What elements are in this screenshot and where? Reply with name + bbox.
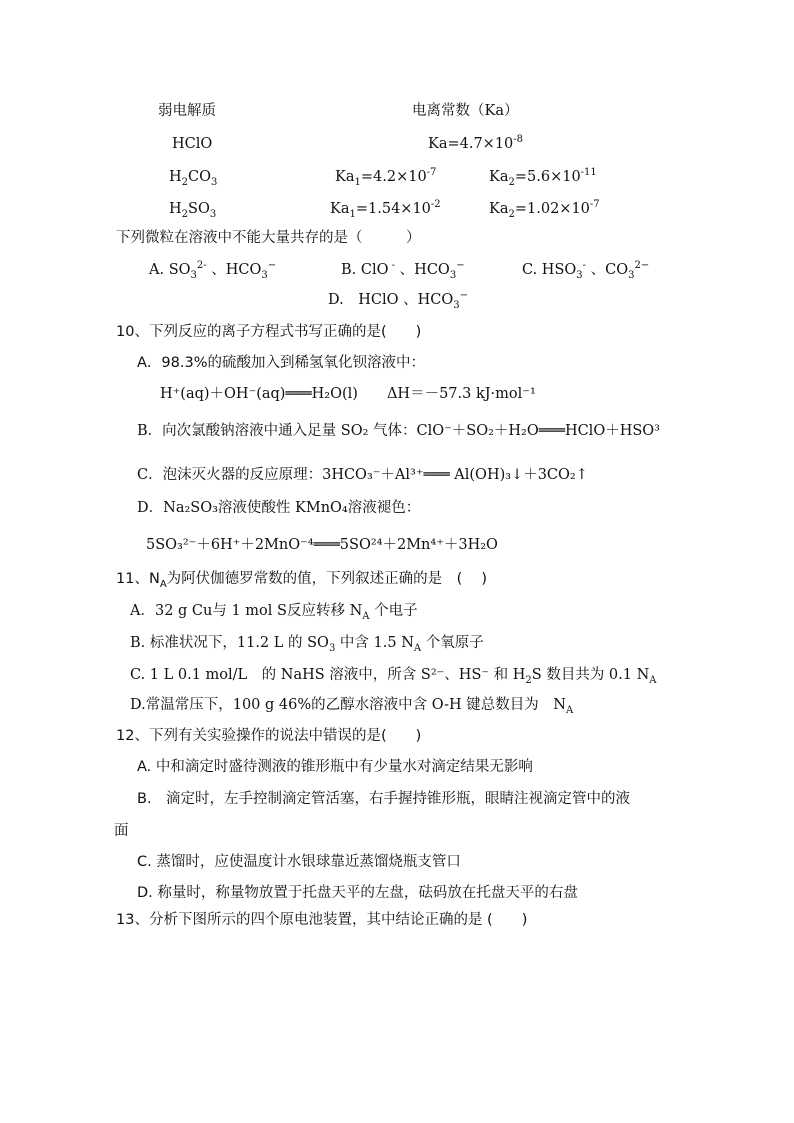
q9-option-a: A. $SO_3^{2-}$ 、$HCO_3^-$ xyxy=(149,260,277,281)
acid-hclo: HClO xyxy=(172,136,213,152)
q10-option-c: C．泡沫灭火器的反应原理：3HCO₃⁻＋Al³⁺═══ Al(OH)₃↓＋3CO₂↑ xyxy=(137,467,588,483)
q10-option-a-label: A．98.3%的硫酸加入到稀氢氧化钡溶液中： xyxy=(137,355,425,371)
q12-stem: 12、下列有关实验操作的说法中错误的是( ) xyxy=(116,728,422,744)
q10-option-d-label: D．Na₂SO₃溶液使酸性 KMnO₄溶液褪色： xyxy=(137,500,421,516)
ka2-h2co3: $Ka_2=5.6\times 10^{-11}$ xyxy=(489,167,597,188)
q13-stem: 13、分析下图所示的四个原电池装置，其中结论正确的是 ( ) xyxy=(116,912,528,928)
q10-option-d-equation: 5SO₃²⁻＋6H⁺＋2MnO⁻⁴═══5SO²⁴＋2Mn⁴⁺＋3H₂O xyxy=(146,537,498,553)
q12-option-b: B. 滴定时，左手控制滴定管活塞，右手握持锥形瓶，眼睛注视滴定管中的液 xyxy=(137,791,631,807)
q12-option-b-continued: 面 xyxy=(114,823,129,839)
q12-option-a: A. 中和滴定时盛待测液的锥形瓶中有少量水对滴定结果无影响 xyxy=(137,759,533,775)
q11-option-c: C. 1 L 0.1 mol/L 的 NaHS 溶液中，所含 S²⁻、HS⁻ 和 $H_2S$ 数目共为 0.1 $N_A$ xyxy=(130,667,657,686)
ka1-h2co3: $Ka_1=4.2\times 10^{-7}$ xyxy=(335,167,437,188)
q11-option-d: D.常温常压下，100 g 46%的乙醇水溶液中含 O-H 键总数目为 $N_A$ xyxy=(130,697,574,716)
q9-option-d: D. HClO 、$HCO_3^-$ xyxy=(328,290,468,311)
q10-option-a-equation: H⁺(aq)＋OH⁻(aq)═══H₂O(l) ΔH＝－57.3 kJ·mol⁻¹ xyxy=(160,386,536,402)
table-header-left: 弱电解质 xyxy=(158,103,216,119)
q12-option-d: D. 称量时，称量物放置于托盘天平的左盘，砝码放在托盘天平的右盘 xyxy=(137,885,578,901)
q11-option-a: A．32 g Cu与 1 mol S反应转移 $N_A$ 个电子 xyxy=(130,603,418,622)
q10-stem: 10、下列反应的离子方程式书写正确的是( ) xyxy=(116,324,422,340)
q11-stem: 11、$N_A$为阿伏伽德罗常数的值，下列叙述正确的是 ( ) xyxy=(116,571,488,590)
acid-h2so3: $H_2SO_3$ xyxy=(169,201,217,220)
q9-option-c: C. $HSO_3^-$ 、$CO_3^{2-}$ xyxy=(522,260,650,281)
acid-h2co3: $H_2CO_3$ xyxy=(169,169,218,188)
q11-option-b: B. 标准状况下，11.2 L 的 $SO_3$ 中含 1.5 $N_A$ 个氧原子 xyxy=(130,635,484,654)
q10-option-b: B．向次氯酸钠溶液中通入足量 SO₂ 气体：ClO⁻＋SO₂＋H₂O═══HClO＋HSO³ xyxy=(137,423,660,439)
q9-option-b: B. ClO - 、$HCO_3^-$ xyxy=(341,260,465,281)
q9-stem: 下列微粒在溶液中不能大量共存的是（ ） xyxy=(116,230,421,246)
ka-hclo: $Ka=4.7\times 10^{-8}$ xyxy=(428,134,524,152)
q12-option-c: C. 蒸馏时，应使温度计水银球靠近蒸馏烧瓶支管口 xyxy=(137,854,461,870)
table-header-right: 电离常数（Ka） xyxy=(412,103,519,119)
ka2-h2so3: $Ka_2=1.02\times 10^{-7}$ xyxy=(489,199,600,220)
ka1-h2so3: $Ka_1=1.54\times 10^{-2}$ xyxy=(330,199,441,220)
